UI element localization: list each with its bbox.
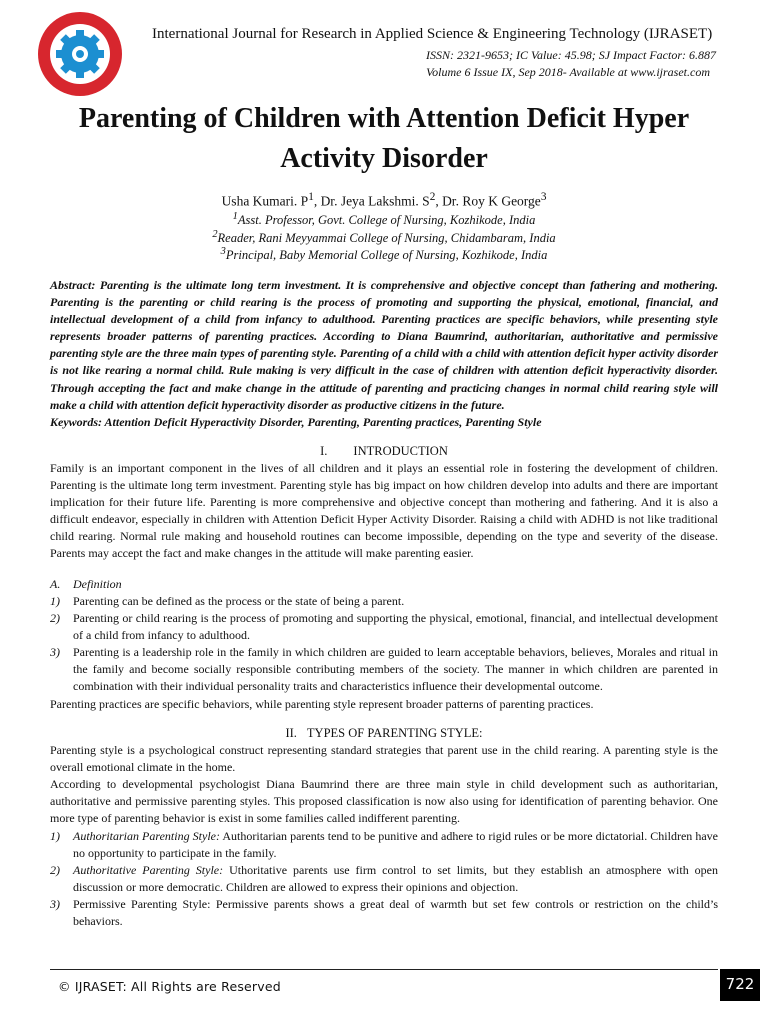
author-sup: 1: [308, 191, 314, 203]
list-label: Authoritative Parenting Style:: [73, 863, 224, 877]
journal-volume-line: Volume 6 Issue IX, Sep 2018- Available at www.ijraset.com: [426, 65, 710, 79]
paragraph-text: According to developmental psychologist Diana Baumrind there are three main style in child development such as authoritarian, authoritative and permissive parenting styles. This proposed classification is now also using for identification of parenting behavior. One more type of parenting behavior is exist in some families called indifferent parenting.: [50, 777, 718, 826]
page-number: 722: [720, 969, 760, 1001]
definition-list: [50, 593, 718, 695]
section-number: I.: [320, 444, 328, 458]
section2-paragraph-1: [50, 742, 718, 776]
affiliation-text: Principal, Baby Memorial College of Nursing, Kozhikode, India: [225, 248, 548, 263]
keywords: Keywords: Attention Deficit Hyperactivity Disorder, Parenting, Parenting practices, Parenting Style: [50, 414, 542, 429]
journal-name: International Journal for Research in Applied Science & Engineering Technology (IJRASET): [152, 26, 713, 42]
section-heading: [40, 726, 728, 741]
footer-divider: [50, 969, 718, 970]
list-number: 2): [50, 863, 60, 877]
subsection-heading: [50, 577, 122, 592]
journal-logo: [36, 10, 124, 98]
paragraph-text: Family is an important component in the lives of all children and it plays an essential role in fostering the development of children. Parenting is the ultimate long term investment. Parenting style has big impact on how children develop into adults and there are important implication for their future life. Parenting is more comprehensive and objective concept than mothering and fathering. And it is also a difficult endeavor, especially in children with Attention Deficit Hyper Activity Disorder. Raising a child with ADHD is not like traditional child rearing. Normal rule making and household routines can become impossible, depending on the type and severity of the disease. Parents may accept the fact and make changes in the attitude will make parenting easier.: [50, 461, 718, 561]
parenting-style-list: [50, 828, 718, 930]
affiliation-sup: 2: [212, 229, 218, 240]
subsection-label: A.: [50, 577, 61, 591]
paragraph-text: Parenting practices are specific behaviors, while parenting style represent broader patterns of parenting practices.: [50, 697, 594, 711]
list-text: Permissive Parenting Style: Permissive parents shows a great deal of warmth but set few controls or restriction on the child’s behaviors.: [73, 897, 718, 928]
list-text: Uthoritative parents use firm control to set limits, but they establish an atmosphere with open discussion or more democratic. Children are allowed to express their opinions and objection.: [73, 863, 719, 894]
list-text: Parenting is a leadership role in the family in which children are guided to learn acceptable behaviors, believes, Morales and ritual in the family and become socially responsible contributing members of the society. The manner in which children are parented in combination with their individual personality traits and characteristics influence their developmental outcome.: [73, 645, 718, 693]
affiliation: [40, 229, 728, 246]
author-name: Dr. Jeya Lakshmi. S: [320, 193, 430, 209]
author-sup: 2: [429, 191, 436, 203]
section2-paragraph-2: [50, 776, 718, 827]
copyright-notice: © IJRASET: All Rights are Reserved: [58, 979, 281, 994]
list-text: Authoritarian parents tend to be punitive and adhere to rigid rules or be more dictatorial. Children have no opportunity to participate in the family.: [73, 829, 719, 860]
subsection-title: Definition: [73, 577, 122, 591]
affiliation-sup: 1: [232, 211, 238, 222]
author-name: Dr. Roy K George: [442, 193, 541, 209]
paper-title: Parenting of Children with Attention Deficit Hyper Activity Disorder: [78, 103, 690, 174]
journal-issn-line: ISSN: 2321-9653; IC Value: 45.98; SJ Impact Factor: 6.887: [426, 48, 716, 62]
author-name: Usha Kumari. P: [221, 193, 309, 209]
list-item: [50, 644, 718, 695]
list-text: Parenting or child rearing is the process of promoting and supporting the physical, emotional, financial, and intellectual development of a child from infancy to adulthood.: [73, 611, 718, 642]
list-number: 2): [50, 611, 60, 625]
abstract: [50, 277, 718, 431]
list-number: 1): [50, 829, 60, 843]
author-list: Usha Kumari. $P^1$, Dr. Jeya Lakshmi. $S^2$, Dr. Roy K George$^3$: [221, 191, 547, 209]
section-number: II.: [285, 726, 297, 740]
intro-paragraph: [50, 460, 718, 563]
affiliation-text: Reader, Rani Meyyammai College of Nursing, Chidambaram, India: [217, 231, 556, 246]
list-text: Parenting can be defined as the process or the state of being a parent.: [73, 594, 405, 608]
affiliation: [40, 246, 728, 263]
list-item: [50, 828, 718, 862]
affiliation-text: Asst. Professor, Govt. College of Nursing, Kozhikode, India: [237, 213, 536, 228]
list-number: 3): [50, 897, 60, 911]
list-item: [50, 593, 718, 610]
list-number: 1): [50, 594, 60, 608]
section-title: TYPES OF PARENTING STYLE:: [306, 726, 483, 740]
author-sup: 3: [540, 191, 547, 203]
section-title: INTRODUCTION: [353, 444, 448, 458]
section-heading: [40, 444, 728, 459]
closing-paragraph: [50, 696, 718, 713]
list-number: 3): [50, 645, 60, 659]
affiliation-sup: 3: [220, 246, 226, 257]
gear-logo-icon: [36, 10, 124, 98]
list-label: Authoritarian Parenting Style:: [73, 829, 220, 843]
affiliation: [40, 211, 728, 228]
list-item: [50, 610, 718, 644]
paragraph-text: Parenting style is a psychological construct representing standard strategies that parent use in the child rearing. A parenting style is the overall emotional climate in the home.: [50, 743, 718, 775]
abstract-text: Abstract: Parenting is the ultimate long term investment. It is comprehensive and objective concept than fathering and mothering. Parenting is the parenting or child rearing is the process of promoting and supporting the physical, emotional, financial, and intellectual development of a child from infancy to adulthood. Parenting practices are specific behaviors, while presenting style represents broader patterns of parenting practices. According to Diana Baumrind, authoritarian, authoritative and permissive parenting style are the three main types of parenting style. Parenting of a child with a child with attention deficit hyper activity disorder is not like rearing a normal child. Rule making is very difficult in the case of children with attention deficit hyperactivity disorder. Through accepting the fact and make change in the attitude of parenting and practicing changes in normal child rearing style will make a child with attention deficit hyperactivity disorder as productive citizens in the future.: [50, 278, 718, 412]
list-item: [50, 896, 718, 930]
list-item: [50, 862, 718, 896]
